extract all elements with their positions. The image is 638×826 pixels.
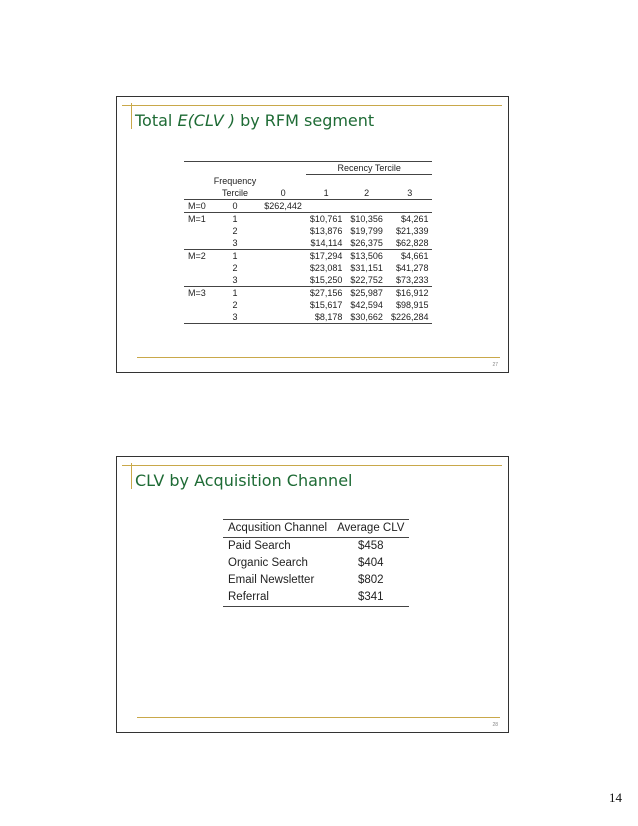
slide-number: 28 — [492, 722, 498, 728]
value-cell: $13,876 — [309, 226, 343, 236]
value-cell — [260, 274, 306, 287]
frequency-cell: 2 — [232, 263, 238, 273]
value-cell — [260, 213, 306, 226]
monetary-cell — [184, 225, 210, 237]
monetary-cell — [184, 237, 210, 250]
monetary-cell: M=2 — [184, 250, 210, 263]
value-cell: $23,081 — [309, 263, 343, 273]
monetary-cell: M=0 — [184, 200, 210, 213]
value-cell — [260, 287, 306, 300]
value-cell: $15,617 — [309, 300, 343, 310]
value-cell: $26,375 — [350, 238, 383, 248]
accent-line-vertical — [131, 463, 132, 489]
value-cell: $14,114 — [310, 238, 343, 248]
slide-title: CLV by Acquisition Channel — [135, 471, 353, 490]
col-header-3: 3 — [387, 187, 433, 200]
slide-title: Total E(CLV ) by RFM segment — [135, 111, 375, 130]
channel-cell: Referral — [223, 589, 332, 607]
value-cell: $98,915 — [395, 300, 429, 310]
table-row — [223, 589, 409, 607]
value-cell: $15,250 — [309, 275, 343, 285]
avg-clv-cell: $802 — [357, 574, 384, 586]
table-row — [184, 237, 432, 250]
value-cell — [387, 200, 433, 213]
table-row — [184, 299, 432, 311]
value-cell: $22,752 — [350, 275, 383, 285]
monetary-cell — [184, 262, 210, 274]
table-row — [184, 287, 432, 300]
avg-clv-header: Average CLV — [332, 520, 409, 538]
table-row — [184, 225, 432, 237]
value-cell — [260, 299, 306, 311]
frequency-cell: 1 — [210, 287, 261, 300]
slide-number: 27 — [492, 362, 498, 368]
slide-27 — [116, 96, 509, 373]
accent-line-vertical — [131, 103, 132, 129]
frequency-cell: 1 — [210, 250, 261, 263]
table-row — [184, 262, 432, 274]
value-cell: $27,156 — [306, 287, 347, 300]
table-row — [184, 213, 432, 226]
value-cell: $25,987 — [346, 287, 387, 300]
value-cell: $8,178 — [306, 311, 347, 324]
monetary-cell — [184, 299, 210, 311]
frequency-cell: 1 — [210, 213, 261, 226]
accent-line-horizontal — [122, 465, 502, 466]
channel-cell: Email Newsletter — [228, 574, 315, 586]
rfm-clv-table — [184, 161, 432, 324]
monetary-cell — [184, 274, 210, 287]
monetary-cell: M=3 — [184, 287, 210, 300]
value-cell: $226,284 — [387, 311, 433, 324]
frequency-cell: 2 — [232, 226, 238, 236]
value-cell — [260, 225, 306, 237]
value-cell: $41,278 — [395, 263, 429, 273]
frequency-cell: 0 — [210, 200, 261, 213]
col-header-2: 2 — [346, 187, 387, 200]
table-row — [184, 311, 432, 324]
value-cell: $262,442 — [260, 200, 306, 213]
footer-line — [137, 357, 500, 358]
value-cell: $13,506 — [346, 250, 387, 263]
channel-clv-table — [223, 519, 409, 607]
table-row — [223, 555, 409, 572]
value-cell: $62,828 — [395, 238, 429, 248]
footer-line — [137, 717, 500, 718]
value-cell — [260, 262, 306, 274]
channel-header: Acqusition Channel — [223, 520, 332, 538]
value-cell — [260, 250, 306, 263]
avg-clv-cell: $458 — [357, 540, 384, 552]
table-row — [184, 274, 432, 287]
value-cell: $73,233 — [395, 275, 429, 285]
frequency-header: Frequency — [213, 175, 257, 186]
frequency-cell: 3 — [232, 275, 238, 285]
table-row — [184, 250, 432, 263]
tercile-header: Tercile — [210, 187, 261, 200]
frequency-cell: 2 — [232, 300, 238, 310]
monetary-cell — [184, 311, 210, 324]
table-row — [223, 572, 409, 589]
channel-cell: Paid Search — [228, 540, 291, 552]
value-cell: $16,912 — [387, 287, 433, 300]
value-cell: $4,261 — [387, 213, 433, 226]
monetary-cell: M=1 — [184, 213, 210, 226]
handout-page-number: 14 — [609, 790, 622, 805]
table-row — [223, 538, 409, 556]
value-cell: $42,594 — [350, 300, 383, 310]
value-cell: $21,339 — [395, 226, 429, 236]
value-cell — [306, 200, 347, 213]
value-cell: $19,799 — [350, 226, 383, 236]
channel-cell: Organic Search — [228, 557, 308, 569]
slide-28 — [116, 456, 509, 733]
value-cell: $30,662 — [346, 311, 387, 324]
accent-line-horizontal — [122, 105, 502, 106]
frequency-cell: 3 — [210, 311, 261, 324]
value-cell — [260, 311, 306, 324]
value-cell — [260, 237, 306, 250]
value-cell: $10,356 — [346, 213, 387, 226]
table-row — [184, 200, 432, 213]
frequency-cell: 3 — [232, 238, 238, 248]
recency-tercile-header: Recency Tercile — [306, 162, 433, 175]
value-cell: $17,294 — [306, 250, 347, 263]
avg-clv-cell: $341 — [332, 589, 409, 607]
value-cell: $4,661 — [387, 250, 433, 263]
value-cell: $10,761 — [306, 213, 347, 226]
value-cell: $31,151 — [350, 263, 383, 273]
value-cell — [346, 200, 387, 213]
avg-clv-cell: $404 — [357, 557, 384, 569]
col-header-0: 0 — [260, 187, 306, 200]
col-header-1: 1 — [306, 187, 347, 200]
